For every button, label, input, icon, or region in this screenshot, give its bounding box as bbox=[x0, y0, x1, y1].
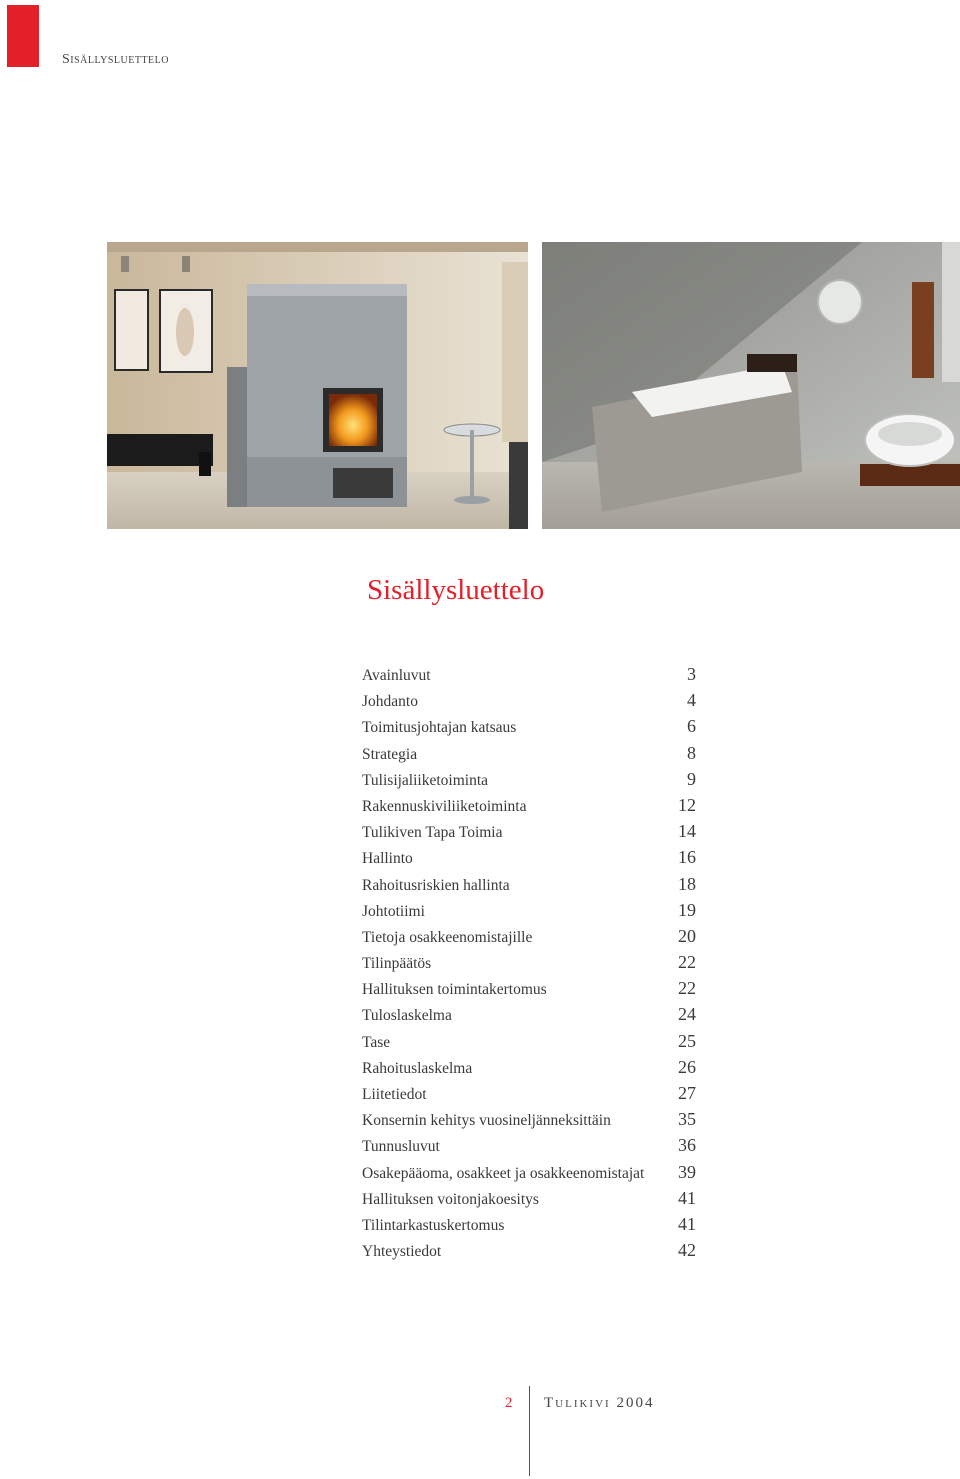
toc-item-label: Strategia bbox=[362, 745, 418, 763]
toc-item-label: Osakepääoma, osakkeet ja osakkeenomistajat bbox=[362, 1164, 645, 1182]
toc-item[interactable] bbox=[362, 769, 696, 795]
toc-item-label: Rakennuskiviliiketoiminta bbox=[362, 797, 527, 815]
toc-item[interactable] bbox=[362, 1004, 696, 1030]
toc-item[interactable] bbox=[362, 664, 696, 690]
toc-item-label: Johdanto bbox=[362, 693, 418, 711]
toc-item-page: 18 bbox=[678, 873, 696, 894]
toc-item-label: Johtotiimi bbox=[362, 902, 425, 920]
toc-item-page: 14 bbox=[678, 821, 696, 842]
toc-item-label: Tilintarkastuskertomus bbox=[362, 1216, 505, 1234]
toc-item-page: 9 bbox=[687, 768, 696, 789]
toc-item-label: Tulikiven Tapa Toimia bbox=[362, 824, 503, 842]
toc-item[interactable] bbox=[362, 1188, 696, 1214]
toc-item-page: 41 bbox=[678, 1213, 696, 1234]
toc-item[interactable] bbox=[362, 1214, 696, 1240]
footer-divider bbox=[529, 1386, 530, 1476]
toc-item[interactable] bbox=[362, 1240, 696, 1266]
toc-item-page: 20 bbox=[678, 925, 696, 946]
toc-item[interactable] bbox=[362, 1135, 696, 1161]
bathroom-photo bbox=[542, 242, 960, 529]
toc-item[interactable] bbox=[362, 1162, 696, 1188]
toc-item[interactable] bbox=[362, 978, 696, 1004]
toc-item-label: Liitetiedot bbox=[362, 1086, 427, 1103]
toc-item-label: Avainluvut bbox=[362, 667, 431, 684]
toc-item[interactable] bbox=[362, 1031, 696, 1057]
toc-item-page: 22 bbox=[678, 978, 696, 999]
toc-item[interactable] bbox=[362, 821, 696, 847]
toc-item-label: Hallituksen toimintakertomus bbox=[362, 981, 547, 999]
toc-item-label: Tilinpäätös bbox=[362, 955, 432, 973]
toc-item[interactable] bbox=[362, 874, 696, 900]
toc-item-page: 42 bbox=[678, 1240, 696, 1261]
toc-item[interactable] bbox=[362, 795, 696, 821]
toc-item-label: Tase bbox=[362, 1033, 391, 1051]
toc-item-page: 39 bbox=[678, 1161, 696, 1182]
bathroom-interior-photo-icon bbox=[542, 242, 960, 529]
toc-item-page: 6 bbox=[687, 716, 696, 737]
toc-item[interactable] bbox=[362, 716, 696, 742]
toc-item[interactable] bbox=[362, 1083, 696, 1109]
toc-item[interactable] bbox=[362, 926, 696, 952]
toc-item[interactable] bbox=[362, 952, 696, 978]
toc-item-page: 25 bbox=[678, 1030, 696, 1051]
toc-item-label: Yhteystiedot bbox=[362, 1243, 442, 1261]
toc-item-page: 24 bbox=[678, 1004, 696, 1025]
toc-item-label: Tulisijaliiketoiminta bbox=[362, 771, 489, 789]
toc-item-page: 22 bbox=[678, 952, 696, 973]
toc-item-label: Hallinto bbox=[362, 850, 413, 868]
toc-title: Sisällysluettelo bbox=[367, 574, 545, 606]
toc-item[interactable] bbox=[362, 743, 696, 769]
toc-item-label: Hallituksen voitonjakoesitys bbox=[362, 1190, 539, 1208]
toc-item-label: Rahoitusriskien hallinta bbox=[362, 876, 510, 894]
toc-item-label: Tuloslaskelma bbox=[362, 1007, 452, 1025]
toc-item-page: 8 bbox=[687, 742, 696, 763]
toc-item-page: 16 bbox=[678, 847, 696, 868]
toc-item-page: 12 bbox=[678, 794, 696, 815]
toc-item-page: 4 bbox=[687, 690, 696, 711]
toc-item-label: Tunnusluvut bbox=[362, 1138, 440, 1156]
toc-item-label: Tietoja osakkeenomistajille bbox=[362, 928, 533, 946]
toc-item[interactable] bbox=[362, 690, 696, 716]
toc-item-label: Toimitusjohtajan katsaus bbox=[362, 719, 517, 737]
toc-item[interactable] bbox=[362, 847, 696, 873]
toc-item-page: 26 bbox=[678, 1056, 696, 1077]
fireplace-photo bbox=[107, 242, 528, 529]
footer-brand: Tulikivi 2004 bbox=[544, 1395, 655, 1411]
toc-item-page: 3 bbox=[687, 664, 696, 684]
toc-item-page: 36 bbox=[678, 1135, 696, 1156]
toc-item[interactable] bbox=[362, 1109, 696, 1135]
fireplace-interior-photo-icon bbox=[107, 242, 528, 529]
toc-item[interactable] bbox=[362, 1057, 696, 1083]
toc-item-page: 35 bbox=[678, 1109, 696, 1130]
toc-item-page: 41 bbox=[678, 1187, 696, 1208]
section-label: Sisällysluettelo bbox=[62, 52, 169, 67]
toc-item-page: 27 bbox=[678, 1083, 696, 1103]
red-corner-tab bbox=[7, 5, 39, 67]
toc-item-page: 19 bbox=[678, 899, 696, 920]
footer-page-number: 2 bbox=[505, 1395, 513, 1411]
table-of-contents bbox=[362, 664, 696, 1266]
toc-item[interactable] bbox=[362, 900, 696, 926]
toc-item-label: Rahoituslaskelma bbox=[362, 1059, 473, 1077]
toc-item-label: Konsernin kehitys vuosineljänneksittäin bbox=[362, 1112, 611, 1130]
